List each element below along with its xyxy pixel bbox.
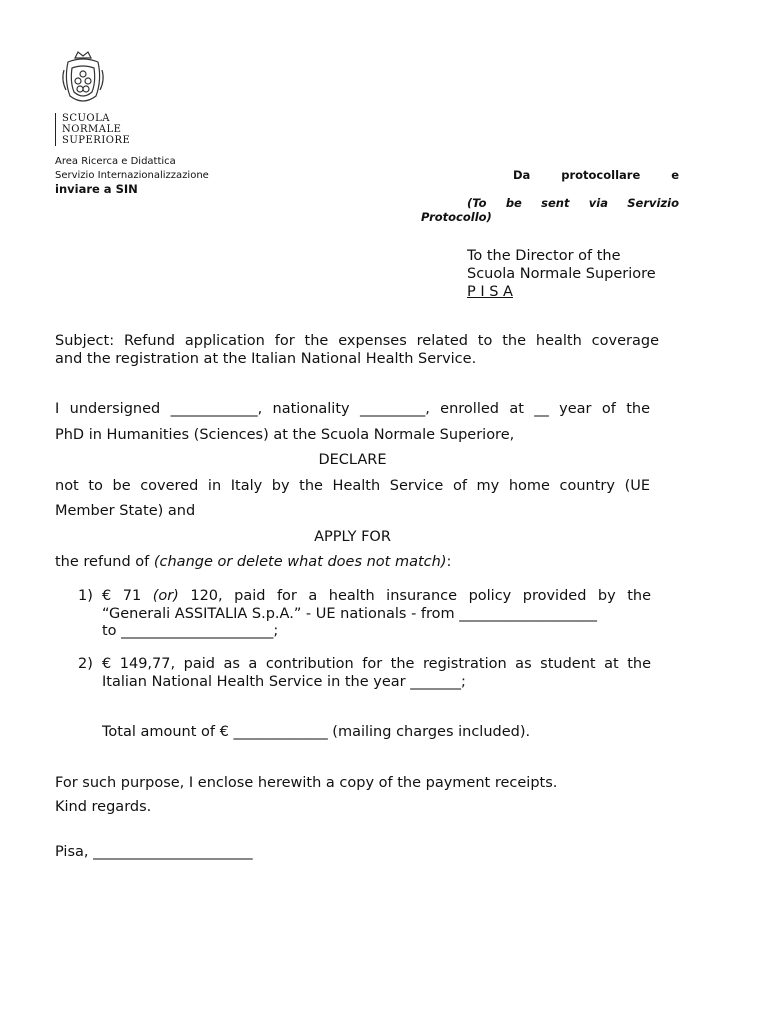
subject-line1: Subject: Refund application for the expenses related to the health coverage <box>55 333 659 349</box>
institution-crest-logo <box>58 50 108 110</box>
institution-line: SUPERIORE <box>62 135 131 146</box>
place-date-line: Pisa, ______________________ <box>55 844 253 860</box>
refund-suffix: : <box>446 554 452 570</box>
recipient-line2: Scuola Normale Superiore <box>467 266 656 282</box>
item1-rest: 120, paid for a health insurance policy provided by the <box>178 588 651 604</box>
not-covered-line1: not to be covered in Italy by the Health Service of my home country (UE <box>55 478 650 494</box>
refund-instruction: (change or delete what does not match) <box>153 554 447 570</box>
regards-line: Kind regards. <box>55 799 152 815</box>
total-amount-line: Total amount of € _____________ (mailing charges included). <box>102 724 531 740</box>
item1-line2: “Generali ASSITALIA S.p.A.” - UE nationals - from ___________________ <box>102 606 598 622</box>
phd-line: PhD in Humanities (Sciences) at the Scuola Normale Superiore, <box>55 427 515 443</box>
protocol-note-line1: Da protocollare e <box>513 168 679 182</box>
institution-line: NORMALE <box>62 124 122 135</box>
item2-line1: € 149,77, paid as a contribution for the registration as student at the <box>102 656 651 672</box>
item1-amount: € 71 <box>102 588 153 604</box>
subject-line2: and the registration at the Italian National Health Service. <box>55 351 477 367</box>
refund-prefix: the refund of <box>55 554 154 570</box>
office-area: Area Ricerca e Didattica <box>55 156 176 167</box>
not-covered-line2: Member State) and <box>55 503 196 519</box>
recipient-line1: To the Director of the <box>467 248 621 264</box>
protocol-note-line3: Protocollo) <box>421 210 492 224</box>
recipient-city: P I S A <box>467 284 513 300</box>
refund-line <box>55 553 451 571</box>
enclose-line: For such purpose, I enclose herewith a copy of the payment receipts. <box>55 775 558 791</box>
send-to-label: inviare a SIN <box>55 182 138 196</box>
declare-heading: DECLARE <box>318 452 387 468</box>
item1-line1 <box>102 587 651 605</box>
item-number: 2) <box>78 656 93 672</box>
item1-line3: to _____________________; <box>102 623 279 639</box>
item-number: 1) <box>78 588 93 604</box>
institution-line: SCUOLA <box>62 113 110 124</box>
office-service: Servizio Internazionalizzazione <box>55 170 209 181</box>
undersigned-line: I undersigned ____________, nationality _________, enrolled at __ year of the <box>55 401 650 417</box>
item1-or: (or) <box>152 588 179 604</box>
institution-name <box>55 113 130 146</box>
protocol-note-line2: (To be sent via Servizio <box>467 196 679 210</box>
item2-line2: Italian National Health Service in the year _______; <box>102 674 466 690</box>
apply-for-heading: APPLY FOR <box>314 529 391 545</box>
